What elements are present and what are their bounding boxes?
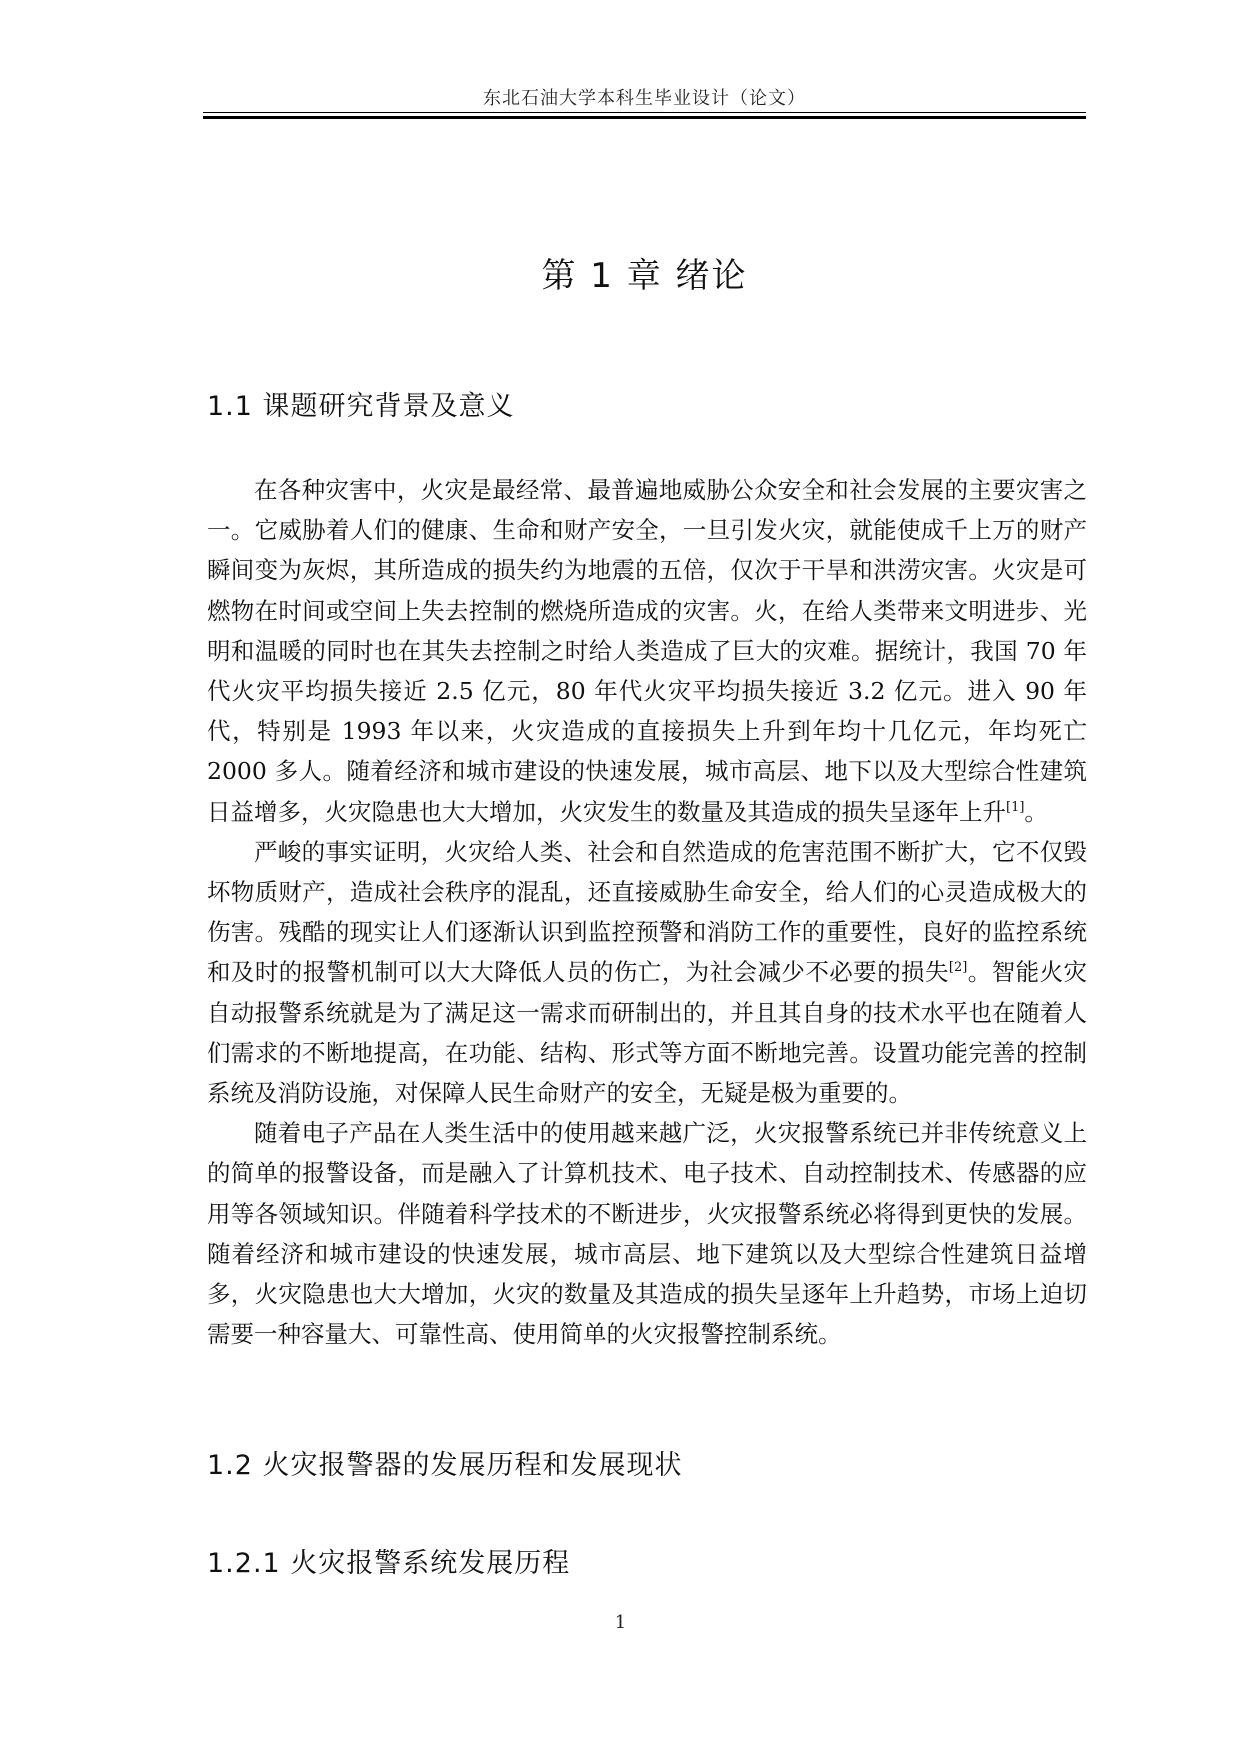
paragraph-1-text: 在各种灾害中，火灾是最经常、最普遍地威胁公众安全和社会发展的主要灾害之一。它威胁着人们的健康、生命和财产安全，一旦引发火灾，就能使成千上万的财产瞬间变为灰烬，其所造成的损失约为地震的五倍，仅次于干旱和洪涝灾害。火灾是可燃物在时间或空间上失去控制的燃烧所造成的灾害。火，在给人类带来文明进步、光明和温暖的同时也在其失去控制之时给人类造成了巨大的灾难。据统计，我国 70 年代火灾平均损失接近 2.5 亿元，80 年代火灾平均损失接近 3.2 亿元。进入 90 年代，特别是 1993 年以来，火灾造成的直接损失上升到年均十几亿元，年均死亡 2000 多人。随着经济和城市建设的快速发展，城市高层、地下以及大型综合性建筑日益增多，火灾隐患也大大增加，火灾发生的数量及其造成的损失呈逐年上升 bbox=[207, 476, 1087, 826]
paragraph-2-text-a: 严峻的事实证明，火灾给人类、社会和自然造成的危害范围不断扩大，它不仅毁坏物质财产，造成社会秩序的混乱，还直接威胁生命安全，给人们的心灵造成极大的伤害。残酷的现实让人们逐渐认识到监控预警和消防工作的重要性，良好的监控系统和及时的报警机制可以大大降低人员的伤亡，为社会减少不必要的损失 bbox=[207, 837, 1087, 987]
paragraph-3-text: 随着电子产品在人类生活中的使用越来越广泛，火灾报警系统已并非传统意义上的简单的报警设备，而是融入了计算机技术、电子技术、自动控制技术、传感器的应用等各领域知识。伴随着科学技术的不断进步，火灾报警系统必将得到更快的发展。随着经济和城市建设的快速发展，城市高层、地下建筑以及大型综合性建筑日益增多，火灾隐患也大大增加，火灾的数量及其造成的损失呈逐年上升趋势，市场上迫切需要一种容量大、可靠性高、使用简单的火灾报警控制系统。 bbox=[207, 1119, 1087, 1349]
paragraph-2-text-b: 。智能火灾自动报警系统就是为了满足这一需求而研制出的，并且其自身的技术水平也在随着人们需求的不断地提高，在功能、结构、形式等方面不断地完善。设置功能完善的控制系统及消防设施，对保障人民生命财产的安全，无疑是极为重要的。 bbox=[207, 958, 1088, 1108]
citation-2: [2] bbox=[948, 960, 968, 976]
citation-1: [1] bbox=[1006, 799, 1025, 815]
paragraph-2 bbox=[207, 832, 1087, 1113]
section-heading-1-2-1: 1.2.1 火灾报警系统发展历程 bbox=[207, 1548, 571, 1579]
section-heading-1-1: 1.1 课题研究背景及意义 bbox=[207, 391, 515, 422]
running-header: 东北石油大学本科生毕业设计（论文） bbox=[483, 88, 806, 109]
header-rule-thin bbox=[203, 112, 1086, 113]
paragraph-1 bbox=[207, 470, 1087, 832]
page-number: 1 bbox=[614, 1612, 627, 1633]
body-text bbox=[207, 470, 1087, 1354]
paragraph-1-tail: 。 bbox=[1024, 797, 1048, 826]
section-heading-1-2: 1.2 火灾报警器的发展历程和发展现状 bbox=[207, 1450, 683, 1481]
header-rule-thick bbox=[203, 116, 1086, 119]
chapter-title: 第 1 章 绪论 bbox=[541, 256, 748, 296]
paragraph-3 bbox=[207, 1113, 1087, 1354]
